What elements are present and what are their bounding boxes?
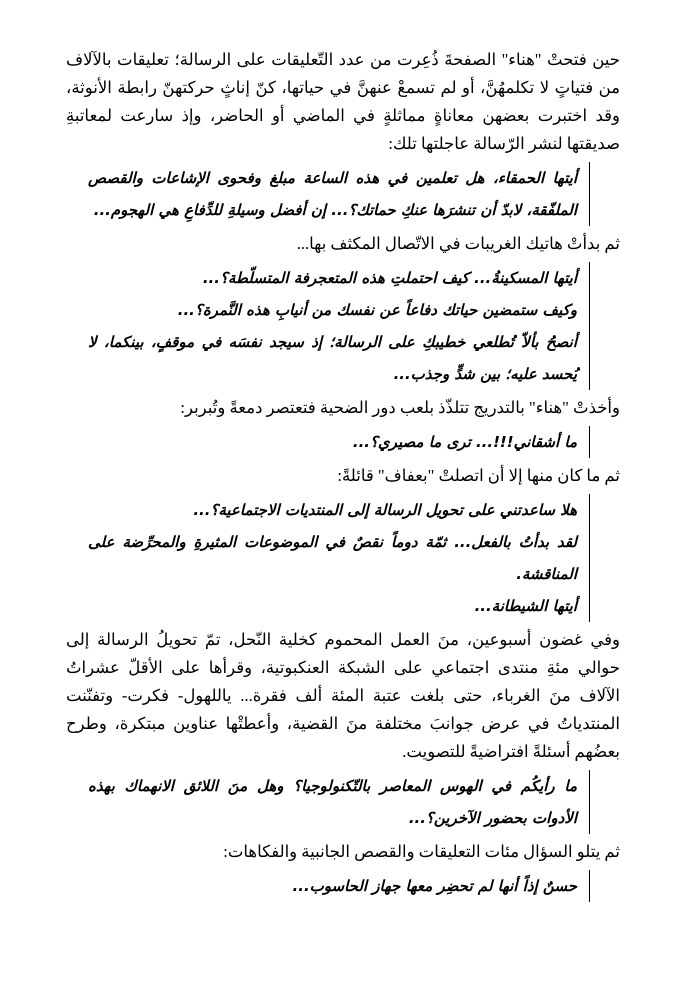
quote-line: ما أشقاني!!!... ترى ما مصيري؟... [352, 433, 577, 451]
lead-in-line: ثم ما كان منها إلا أن اتصلتْ "بعفاف" قائلةً: [337, 466, 620, 485]
blockquote [88, 162, 590, 226]
quote-line: وكيف ستمضين حياتك دفاعاً عن نفسك من أنيابِ هذه النَّمرة؟... [177, 301, 577, 319]
blockquote [88, 494, 590, 622]
quote-line: أيتها الحمقاء، هل تعلمين في هذه الساعة مبلغ وفحوى الإشاعات والقصص الملفّقة، لابدّ أن تنشرَها عنكِ حماتك؟... إن أفضل وسيلةِ للدِّفاعِ هي الهجوم... [88, 169, 577, 219]
quote-line: ما رأيكُم في الهوس المعاصر بالتّكنولوجيا؟ وهل منَ اللائق الانهماك بهذه الأدوات بحضور الآخرين؟... [88, 777, 577, 827]
quote-line: أنصحُ بألاّ تُطلعي خطيبكِ على الرسالة؛ إذ سيجد نفسَه في موقفٍ، بينكما، لا يُحسد عليه؛ بين شدٍّ وجذب... [88, 333, 577, 383]
blockquote [88, 870, 590, 902]
lead-in-line: وأخذتْ "هناء" بالتدريج تتلذّذ بلعب دور الضحية فتعتصر دمعةً وتُبربر: [180, 398, 620, 417]
lead-in-line: ثم يتلو السؤال مئات التعليقات والقصص الجانبية والفكاهات: [223, 842, 620, 861]
blockquote [88, 262, 590, 390]
blockquote [88, 770, 590, 834]
document-page [0, 46, 686, 1000]
quote-line: حسنٌ إذاً أنها لم تحضِر معها جهاز الحاسوب... [292, 877, 577, 895]
paragraph: وفي غضون أسبوعين، منَ العمل المحموم كخلية النّحل، تمّ تحويلُ الرسالة إلى حوالي مئةِ منتدى اجتماعي على الشبكة العنكبوتية، وقرأها على الأقلّ عشراتُ الآلاف منَ الغرباء، حتى بلغت عتبة المئة ألف فقرة... ياللهول- فكرت- وتفنّنت المنتدياتُ في عرض جوانبَ مختلفة منَ القضية، وأعطتْها عناوين مبتكرة، وطرح بعضُهم أسئلةً افتراضيةً للتصويت. [66, 630, 620, 761]
blockquote [88, 426, 590, 458]
lead-in-line: ثم بدأتْ هاتيك الغريبات في الاتّصال المكثف بها... [296, 234, 620, 253]
paragraph: حين فتحتْ "هناء" الصفحةَ ذُعِرت من عدد التّعليقات على الرسالة؛ تعليقات بالآلاف من فتياتٍ لا تكلمهُنَّ، أو لم تسمعْ عنهنَّ في حياتها، كنّ إناثٍ حركتهنّ رابطة الأنوثة، وقد اختبرت بعضهن معاناةٍ مماثلةٍ في الماضي أو الحاضر، وإذ سارعت لمعاتبةِ صديقتها لنشر الرّسالة عاجلتها تلك: [66, 50, 620, 153]
quote-line: أيتها الشيطانة... [474, 597, 577, 615]
quote-line: لقد بدأتُ بالفعل... ثمّة دوماً نقصٌ في الموضوعات المثيرةِ والمحرِّضة على المناقشة. [88, 533, 577, 583]
quote-line: هلا ساعدتني على تحويل الرسالة إلى المنتديات الاجتماعية؟... [193, 501, 577, 519]
quote-line: أيتها المسكينةُ... كيف احتملتِ هذه المتعجرفة المتسلّطة؟... [202, 269, 577, 287]
